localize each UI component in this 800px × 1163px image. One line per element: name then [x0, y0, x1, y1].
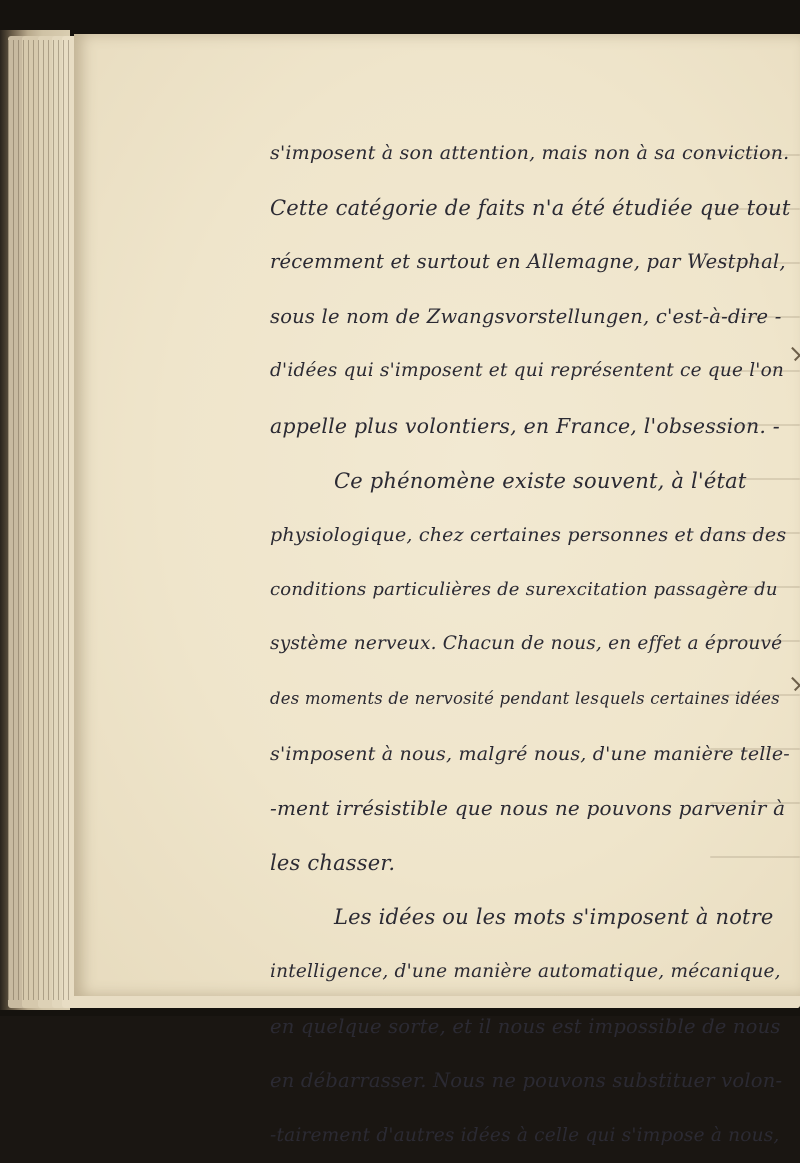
handwritten-text: [270, 126, 790, 1163]
paragraph-start-line: Les idées ou les mots s'imposent à notre: [334, 905, 774, 930]
text-line: intelligence, d'une manière automatique, mécanique,: [270, 960, 781, 982]
text-line: des moments de nervosité pendant lesquels certaines idées: [270, 688, 780, 708]
text-line: en débarrasser. Nous ne pouvons substituer volon-: [270, 1069, 783, 1093]
text-line: conditions particulières de surexcitation passagère du: [270, 578, 778, 600]
text-line: Cette catégorie de faits n'a été étudiée que tout: [270, 195, 791, 220]
text-line: les chasser.: [270, 850, 396, 875]
page-stack-edges: [8, 40, 70, 1000]
paragraph-start-line: Ce phénomène existe souvent, à l'état: [334, 468, 747, 493]
text-line: récemment et surtout en Allemagne, par Westphal,: [270, 250, 786, 274]
text-line: s'imposent à nous, malgré nous, d'une manière telle-: [270, 742, 790, 765]
text-line: physiologique, chez certaines personnes et dans des: [270, 524, 787, 547]
text-line: système nerveux. Chacun de nous, en effet a éprouvé: [270, 633, 783, 655]
text-line: -ment irrésistible que nous ne pouvons parvenir à: [270, 796, 786, 821]
text-line: s'imposent à son attention, mais non à sa conviction.: [270, 142, 790, 164]
text-line: appelle plus volontiers, en France, l'obsession. -: [270, 413, 780, 438]
text-line: -tairement d'autres idées à celle qui s'impose à nous,: [270, 1124, 780, 1146]
text-line: sous le nom de Zwangsvorstellungen, c'est-à-dire -: [270, 304, 782, 328]
text-line: d'idées qui s'imposent et qui représentent ce que l'on: [270, 360, 785, 382]
text-line: en quelque sorte, et il nous est impossible de nous: [270, 1014, 781, 1038]
